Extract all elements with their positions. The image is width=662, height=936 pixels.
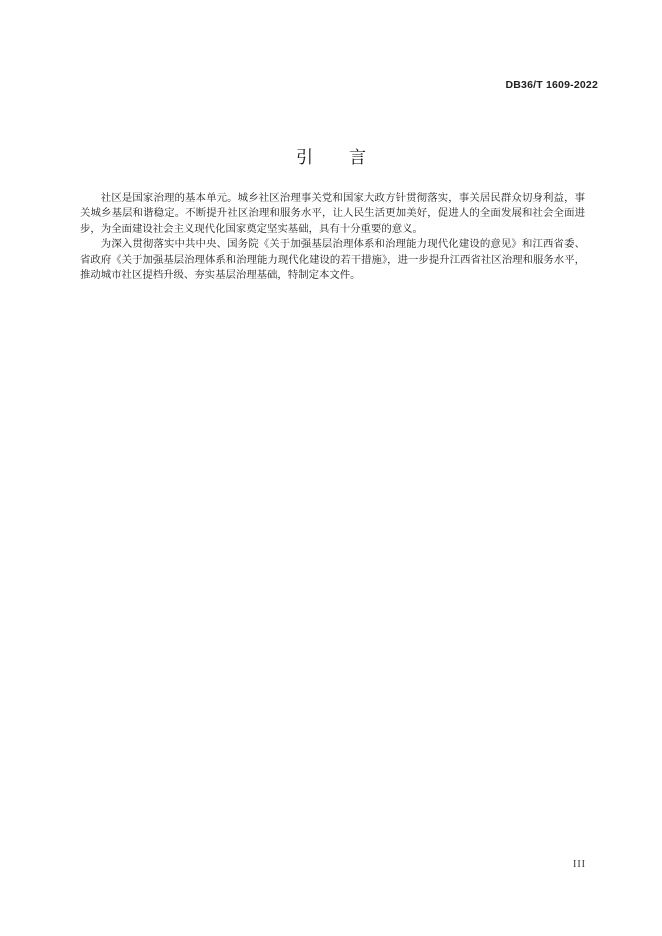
section-title-char-2: 言 — [349, 148, 366, 168]
section-title — [0, 143, 662, 168]
paragraph-2: 为深入贯彻落实中共中央、国务院《关于加强基层治理体系和治理能力现代化建设的意见》和江西省委、省政府《关于加强基层治理体系和治理能力现代化建设的若干措施》，进一步提升江西省社区治理和服务水平，推动城市社区提档升级、夯实基层治理基础，特制定本文件。 — [80, 238, 585, 282]
section-title-char-1: 引 — [296, 148, 313, 168]
page-number: III — [573, 859, 586, 870]
document-code: DB36/T 1609-2022 — [505, 79, 598, 91]
paragraph-1: 社区是国家治理的基本单元。城乡社区治理事关党和国家大政方针贯彻落实，事关居民群众切身利益，事关城乡基层和谐稳定。不断提升社区治理和服务水平，让人民生活更加美好，促进人的全面发展和社会全面进步，为全面建设社会主义现代化国家奠定坚实基础，具有十分重要的意义。 — [80, 192, 585, 235]
introduction-body — [80, 191, 585, 283]
